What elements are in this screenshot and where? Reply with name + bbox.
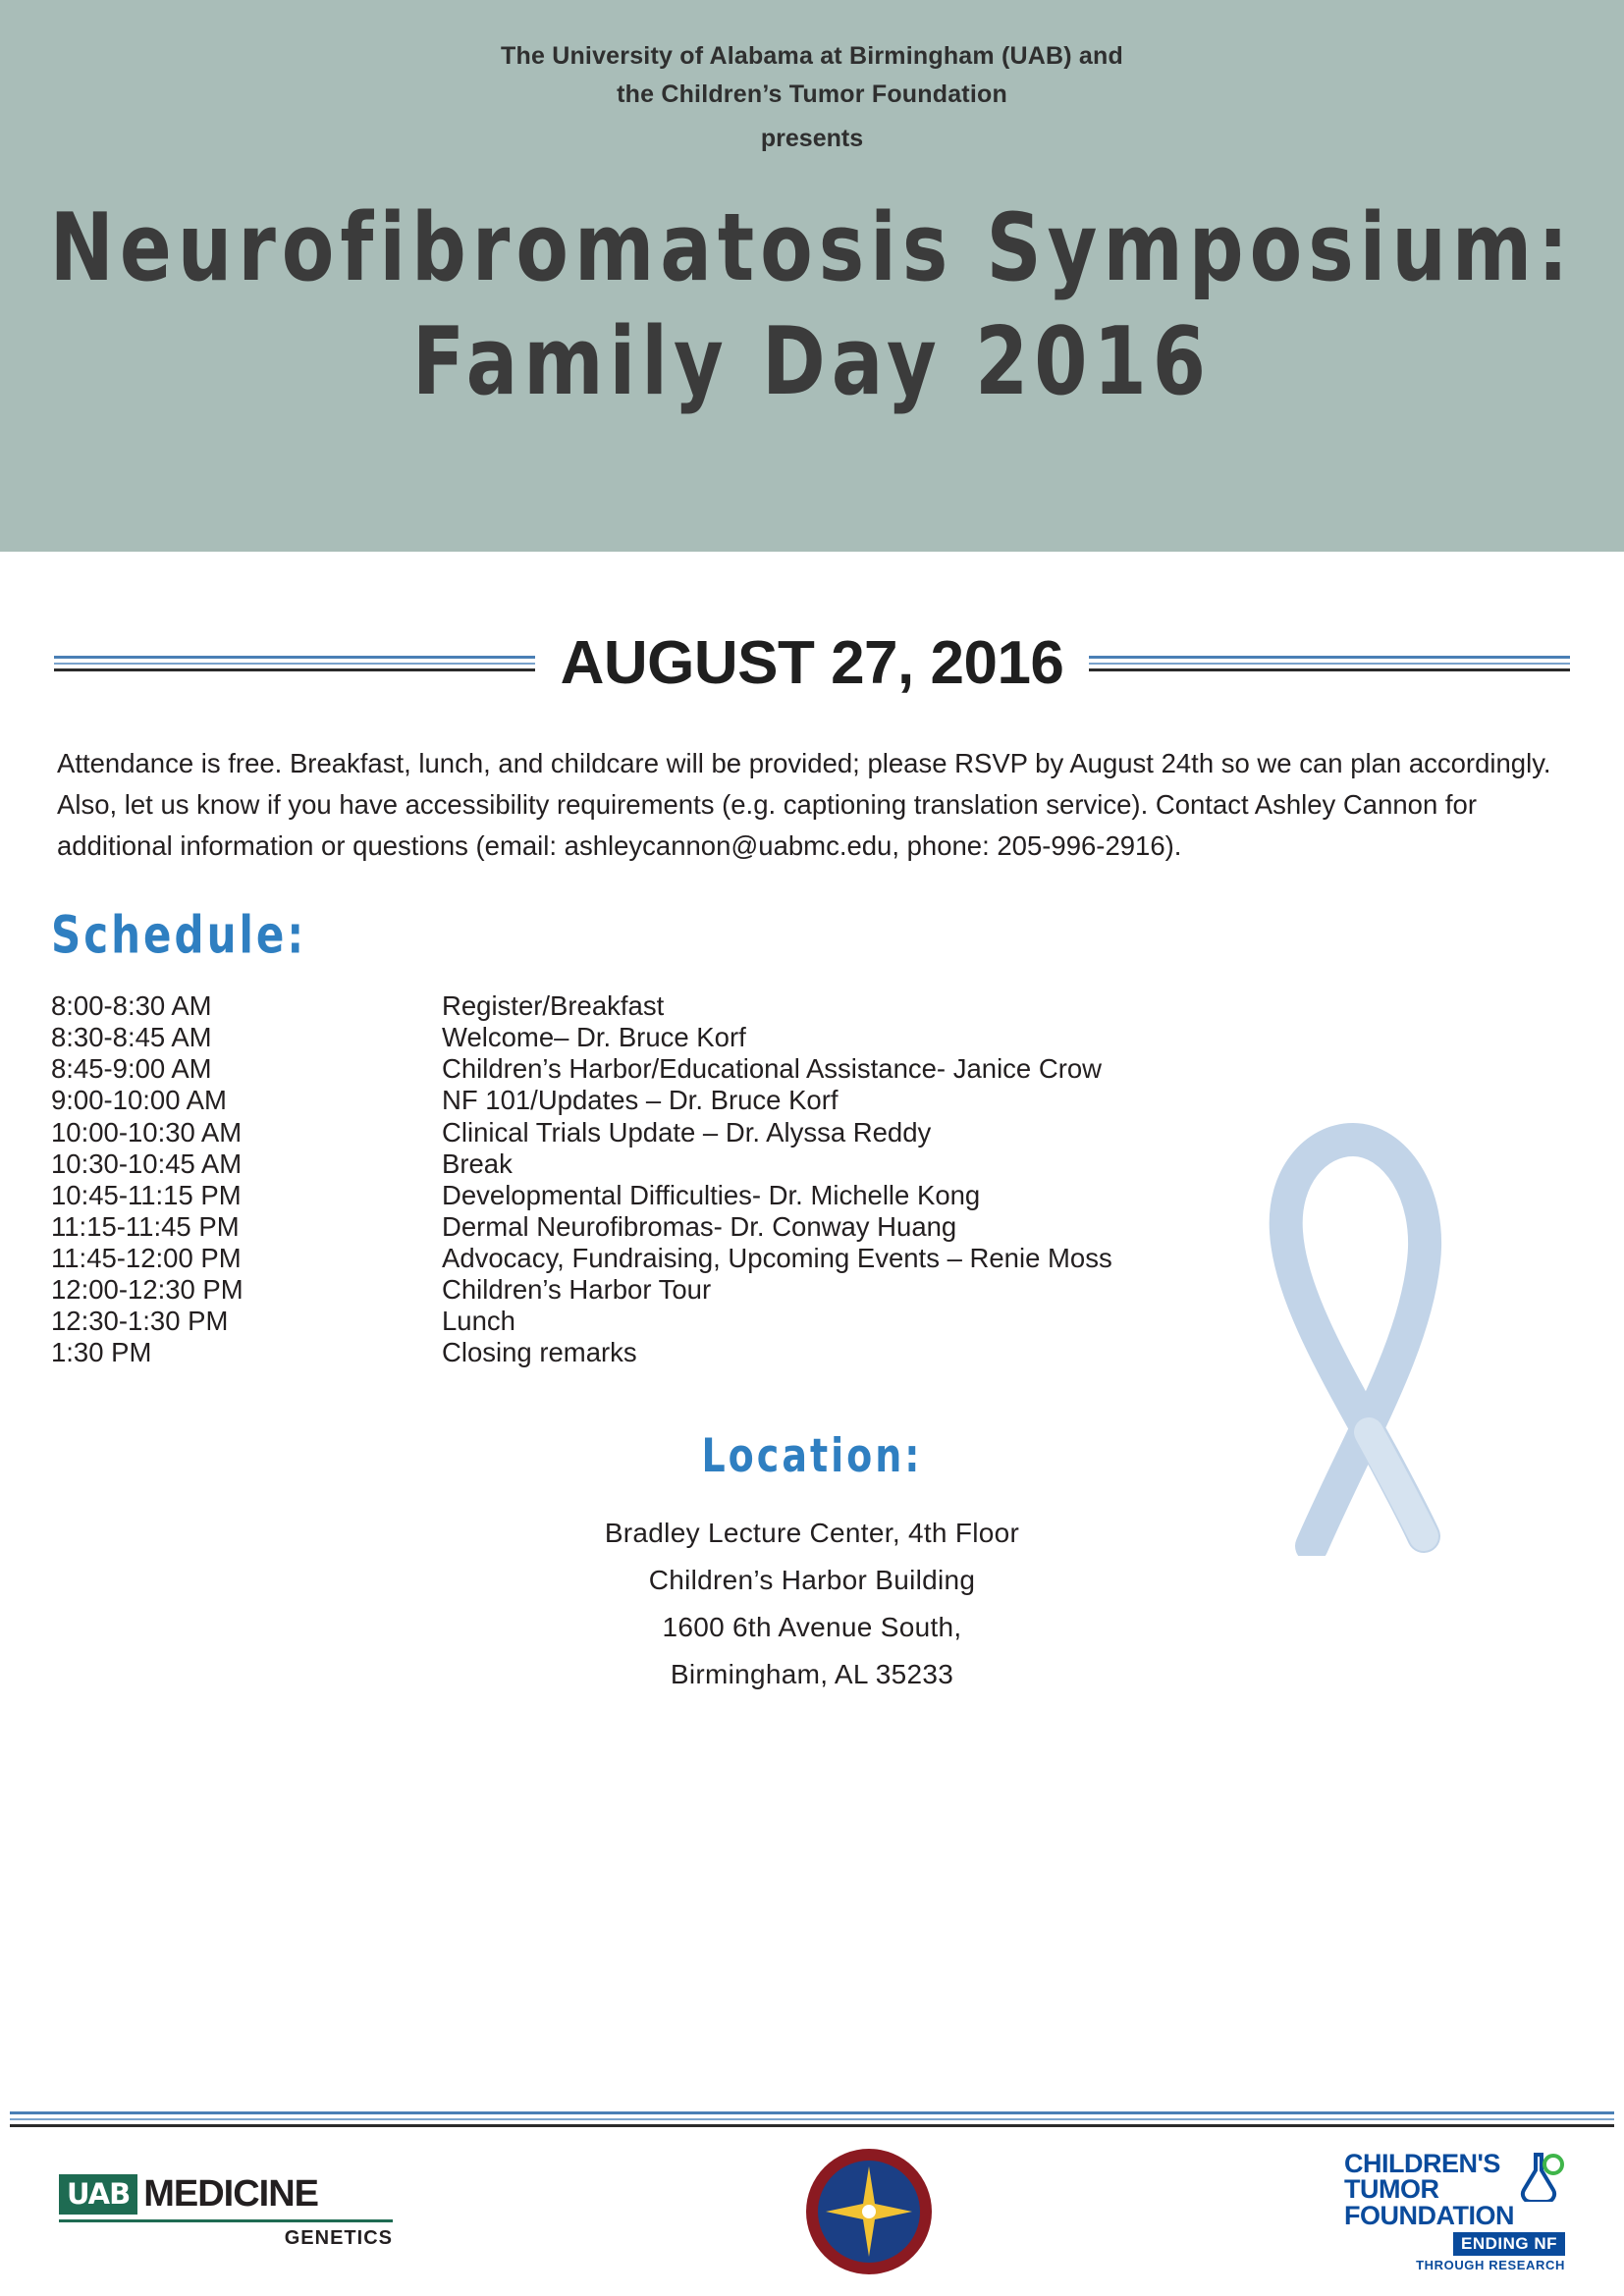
footer-rules <box>0 2111 1624 2131</box>
schedule-time: 8:45-9:00 AM <box>51 1053 212 1085</box>
schedule-item: Children’s Harbor Tour <box>442 1273 712 1305</box>
location-line: Birmingham, AL 35233 <box>670 1659 954 1690</box>
schedule-row <box>51 1243 1624 1274</box>
uab-wordmark: MEDICINE <box>143 2173 319 2215</box>
schedule-item: Break <box>442 1148 513 1179</box>
rule-left <box>54 656 535 671</box>
schedule-row <box>51 1148 1624 1180</box>
schedule-time: 9:00-10:00 AM <box>51 1085 227 1116</box>
schedule-time: 10:00-10:30 AM <box>51 1116 243 1148</box>
schedule-item: Lunch <box>442 1305 515 1336</box>
schedule-row <box>51 1022 1624 1053</box>
uab-underline <box>59 2219 393 2222</box>
schedule-time: 8:30-8:45 AM <box>51 1022 212 1053</box>
schedule-time: 10:30-10:45 AM <box>51 1148 243 1179</box>
schedule-row <box>51 1180 1624 1211</box>
location-line: 1600 6th Avenue South, <box>662 1612 962 1643</box>
event-date: AUGUST 27, 2016 <box>560 629 1064 697</box>
footer-logos <box>0 2143 1624 2280</box>
schedule-row <box>51 1085 1624 1116</box>
uab-mark: UAB <box>59 2174 137 2215</box>
schedule-time: 1:30 PM <box>51 1336 152 1367</box>
schedule-item: Closing remarks <box>442 1336 637 1367</box>
schedule-item: Developmental Difficulties- Dr. Michelle Kong <box>442 1179 981 1210</box>
schedule-row <box>51 1274 1624 1306</box>
uab-subtitle: GENETICS <box>284 2227 393 2249</box>
schedule-time: 12:00-12:30 PM <box>51 1273 244 1305</box>
ctf-line-3: FOUNDATION <box>1344 2200 1514 2230</box>
schedule-item: Children’s Harbor/Educational Assistance- Janice Crow <box>442 1053 1103 1085</box>
schedule-row <box>51 1306 1624 1337</box>
schedule-time: 12:30-1:30 PM <box>51 1305 229 1336</box>
ctf-tagline-bar: ENDING NF <box>1453 2232 1565 2256</box>
schedule-item: Advocacy, Fundraising, Upcoming Events – Renie Moss <box>442 1242 1112 1273</box>
page-title-line-2: Family Day 2016 <box>411 308 1213 417</box>
rule-right <box>1089 656 1570 671</box>
presenter-line-1: The University of Alabama at Birmingham (UAB) and <box>501 42 1123 70</box>
ctf-subtagline: THROUGH RESEARCH <box>1416 2258 1565 2273</box>
uab-medicine-logo <box>59 2173 393 2250</box>
event-date-row <box>0 628 1624 698</box>
page-title <box>0 192 1624 420</box>
schedule-item: Register/Breakfast <box>442 990 665 1022</box>
intro-paragraph: Attendance is free. Breakfast, lunch, and childcare will be provided; please RSVP by August 24th so we can plan accordingly. Also, let us know if you have accessibility requirements (e.g. captioning translation service). Contact Ashley Cannon for additional information or questions (email: ashleycannon@uabmc.edu, phone: 205-996-2916). <box>57 748 1551 861</box>
schedule-item: Clinical Trials Update – Dr. Alyssa Reddy <box>442 1116 932 1148</box>
presents-label: presents <box>760 124 864 152</box>
schedule-time: 11:45-12:00 PM <box>51 1242 242 1273</box>
location-line: Bradley Lecture Center, 4th Floor <box>604 1517 1020 1548</box>
ctf-line-1: CHILDREN'S <box>1344 2148 1500 2178</box>
header-band <box>0 0 1624 552</box>
schedule-item: Welcome– Dr. Bruce Korf <box>442 1022 746 1053</box>
schedule-heading: Schedule: <box>51 905 307 966</box>
location-line: Children’s Harbor Building <box>648 1564 976 1595</box>
schedule-row <box>51 1211 1624 1243</box>
schedule-row <box>51 1117 1624 1148</box>
schedule-row <box>51 1053 1624 1085</box>
ctf-flask-icon <box>1520 2151 1565 2202</box>
location-address <box>0 1510 1624 1699</box>
schedule-row <box>51 990 1624 1022</box>
childrens-tumor-foundation-logo <box>1344 2148 1565 2273</box>
schedule-time: 10:45-11:15 PM <box>51 1179 242 1210</box>
childrens-harbor-seal-icon <box>804 2147 934 2276</box>
ctf-line-2: TUMOR <box>1344 2174 1439 2205</box>
presenter-line-2: the Children’s Tumor Foundation <box>617 80 1007 108</box>
page-title-line-1: Neurofibromatosis Symposium: <box>49 194 1575 303</box>
schedule-item: Dermal Neurofibromas- Dr. Conway Huang <box>442 1210 957 1242</box>
schedule-time: 11:15-11:45 PM <box>51 1210 240 1242</box>
location-heading: Location: <box>701 1427 923 1482</box>
schedule-item: NF 101/Updates – Dr. Bruce Korf <box>442 1085 839 1116</box>
schedule-time: 8:00-8:30 AM <box>51 990 212 1022</box>
schedule-list <box>51 990 1624 1367</box>
schedule-row <box>51 1337 1624 1368</box>
